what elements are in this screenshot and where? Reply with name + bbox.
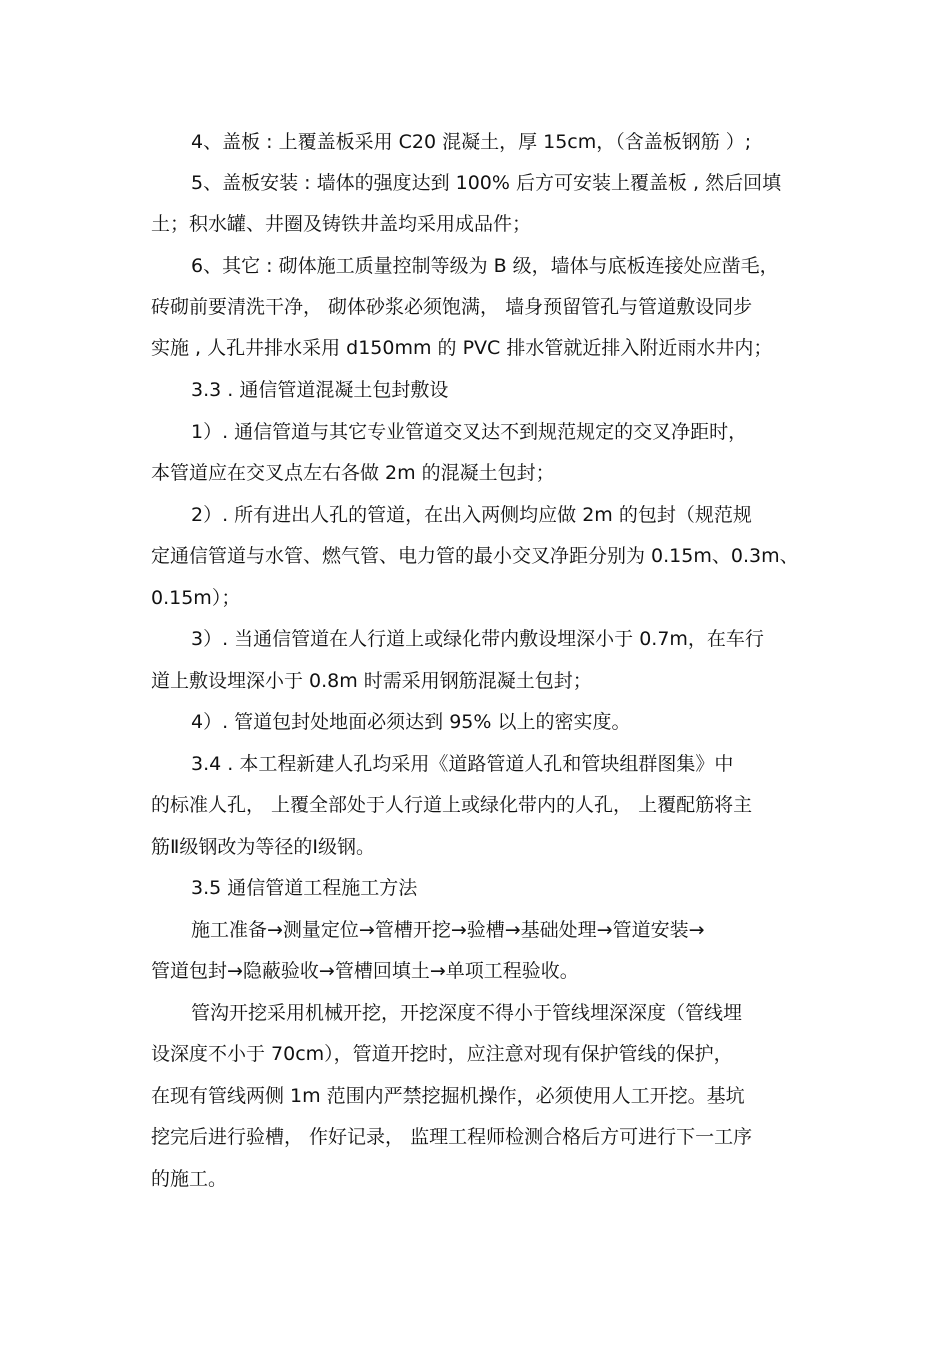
text-line: 6、其它 : 砌体施工质量控制等级为 B 级，墙体与底板连接处应凿毛，	[191, 255, 779, 277]
text-line: 实施 , 人孔井排水采用 d150mm 的 PVC 排水管就近排入附近雨水井内；	[151, 337, 773, 359]
text-line: 2）. 所有进出人孔的管道，在出入两侧均应做 2m 的包封（规范规	[191, 504, 752, 526]
text-line: 土；积水罐、井圈及铸铁井盖均采用成品件；	[151, 213, 532, 235]
text-line: 0.15m）；	[151, 587, 241, 609]
text-line: 的施工。	[151, 1168, 228, 1190]
text-line: 4、盖板 : 上覆盖板采用 C20 混凝土，厚 15cm，（含盖板钢筋 ）;	[191, 131, 752, 153]
section-heading: 3.3 . 通信管道混凝土包封敷设	[191, 379, 449, 401]
text-line: 5、盖板安装 : 墙体的强度达到 100% 后方可安装上覆盖板 , 然后回填	[191, 172, 782, 194]
text-line: 的标准人孔， 上覆全部处于人行道上或绿化带内的人孔， 上覆配筋将主	[151, 794, 753, 816]
text-line: 管沟开挖采用机械开挖，开挖深度不得小于管线埋深深度（管线埋	[191, 1002, 743, 1024]
text-line: 筋Ⅱ级钢改为等径的Ⅰ级钢。	[151, 836, 375, 858]
text-line: 3）. 当通信管道在人行道上或绿化带内敷设埋深小于 0.7m，在车行	[191, 628, 764, 650]
text-line: 施工准备→测量定位→管槽开挖→验槽→基础处理→管道安装→	[191, 919, 705, 941]
text-line: 设深度不小于 70cm），管道开挖时，应注意对现有保护管线的保护，	[151, 1043, 733, 1065]
section-heading: 3.4 . 本工程新建人孔均采用《道路管道人孔和管块组群图集》中	[191, 753, 734, 775]
text-line: 本管道应在交叉点左右各做 2m 的混凝土包封；	[151, 462, 555, 484]
text-line: 道上敷设埋深小于 0.8m 时需采用钢筋混凝土包封；	[151, 670, 592, 692]
text-line: 4）. 管道包封处地面必须达到 95% 以上的密实度。	[191, 711, 631, 733]
section-heading: 3.5 通信管道工程施工方法	[191, 877, 418, 899]
text-line: 在现有管线两侧 1m 范围内严禁挖掘机操作，必须使用人工开挖。基坑	[151, 1085, 745, 1107]
text-line: 1）. 通信管道与其它专业管道交叉达不到规范规定的交叉净距时，	[191, 421, 748, 443]
text-line: 管道包封→隐蔽验收→管槽回填土→单项工程验收。	[151, 960, 579, 982]
text-line: 砖砌前要清洗干净， 砌体砂浆必须饱满， 墙身预留管孔与管道敷设同步	[151, 296, 753, 318]
text-line: 定通信管道与水管、燃气管、电力管的最小交叉净距分别为 0.15m、0.3m、	[151, 545, 799, 567]
text-line: 挖完后进行验槽， 作好记录， 监理工程师检测合格后方可进行下一工序	[151, 1126, 753, 1148]
